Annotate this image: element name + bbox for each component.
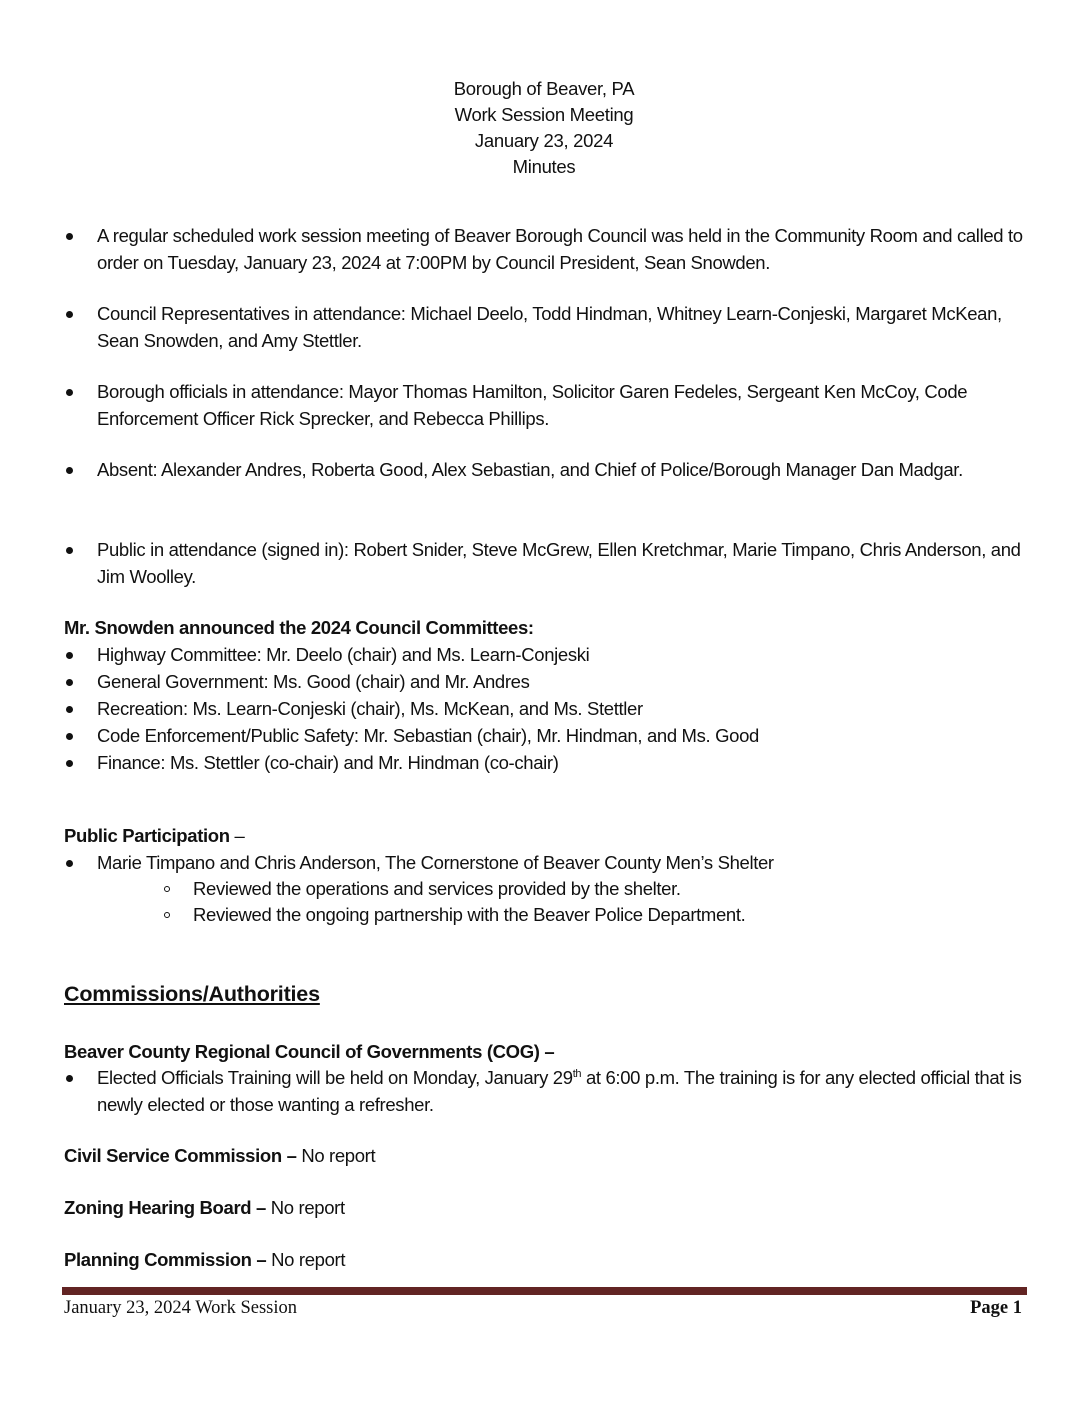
attendance-item-public: Public in attendance (signed in): Robert Snider, Steve McGrew, Ellen Kretchmar, Marie Timpano, Chris Anderson, and Jim Woolley.: [64, 536, 1024, 590]
attendance-item-call-to-order: A regular scheduled work session meeting of Beaver Borough Council was held in the Community Room and called to order on Tuesday, January 23, 2024 at 7:00PM by Council President, Sean Snowden.: [64, 222, 1024, 276]
header-minutes: Minutes: [512, 156, 576, 177]
document-header: [0, 76, 1088, 180]
attendance-item-officials: Borough officials in attendance: Mayor Thomas Hamilton, Solicitor Garen Fedeles, Sergeant Ken McCoy, Code Enforcement Officer Rick Sprecker, and Rebecca Phillips.: [64, 378, 1024, 432]
bullet-icon: [66, 467, 73, 474]
bullet-icon: [66, 311, 73, 318]
report-civil-service: Civil Service Commission – No report: [64, 1145, 376, 1166]
attendance-item-absent: Absent: Alexander Andres, Roberta Good, Alex Sebastian, and Chief of Police/Borough Manager Dan Madgar.: [64, 456, 1024, 483]
public-participation-sub-item: Reviewed the operations and services provided by the shelter.: [160, 875, 1020, 902]
footer-divider: [62, 1287, 1027, 1295]
bullet-icon: [66, 733, 73, 740]
bullet-icon: [66, 389, 73, 396]
header-meeting-type: Work Session Meeting: [454, 104, 634, 125]
header-borough: Borough of Beaver, PA: [453, 78, 635, 99]
footer-title: January 23, 2024 Work Session: [64, 1298, 298, 1318]
committees-heading: Mr. Snowden announced the 2024 Council Committees:: [64, 617, 534, 638]
header-date: January 23, 2024: [474, 130, 614, 151]
bullet-icon: [66, 679, 73, 686]
cog-item: Elected Officials Training will be held on Monday, January 29th at 6:00 p.m. The training is for any elected official that is newly elected or those wanting a refresher.: [64, 1064, 1024, 1118]
attendance-item-council: Council Representatives in attendance: Michael Deelo, Todd Hindman, Whitney Learn-Conjeski, Margaret McKean, Sean Snowden, and Amy Stettler.: [64, 300, 1024, 354]
committee-item: Recreation: Ms. Learn-Conjeski (chair), Ms. McKean, and Ms. Stettler: [64, 695, 1024, 722]
public-participation-item: Marie Timpano and Chris Anderson, The Cornerstone of Beaver County Men’s Shelter: [64, 849, 1024, 876]
bullet-icon: [66, 233, 73, 240]
bullet-icon: [66, 760, 73, 767]
page-number: Page 1: [970, 1298, 1022, 1318]
committee-item: Highway Committee: Mr. Deelo (chair) and Ms. Learn-Conjeski: [64, 641, 1024, 668]
report-planning-commission: Planning Commission – No report: [64, 1249, 346, 1270]
committee-item: General Government: Ms. Good (chair) and Mr. Andres: [64, 668, 1024, 695]
committee-item: Code Enforcement/Public Safety: Mr. Sebastian (chair), Mr. Hindman, and Ms. Good: [64, 722, 1024, 749]
cog-heading: Beaver County Regional Council of Governments (COG) –: [64, 1041, 555, 1062]
bullet-icon: [66, 547, 73, 554]
public-participation-sub-item: Reviewed the ongoing partnership with the Beaver Police Department.: [160, 901, 1020, 928]
committee-item: Finance: Ms. Stettler (co-chair) and Mr. Hindman (co-chair): [64, 749, 1024, 776]
circle-bullet-icon: [164, 886, 170, 892]
bullet-icon: [66, 860, 73, 867]
bullet-icon: [66, 706, 73, 713]
circle-bullet-icon: [164, 912, 170, 918]
commissions-section-heading: Commissions/Authorities: [64, 982, 320, 1006]
report-zoning-hearing-board: Zoning Hearing Board – No report: [64, 1197, 345, 1218]
bullet-icon: [66, 652, 73, 659]
bullet-icon: [66, 1075, 73, 1082]
public-participation-heading: Public Participation –: [64, 825, 245, 846]
